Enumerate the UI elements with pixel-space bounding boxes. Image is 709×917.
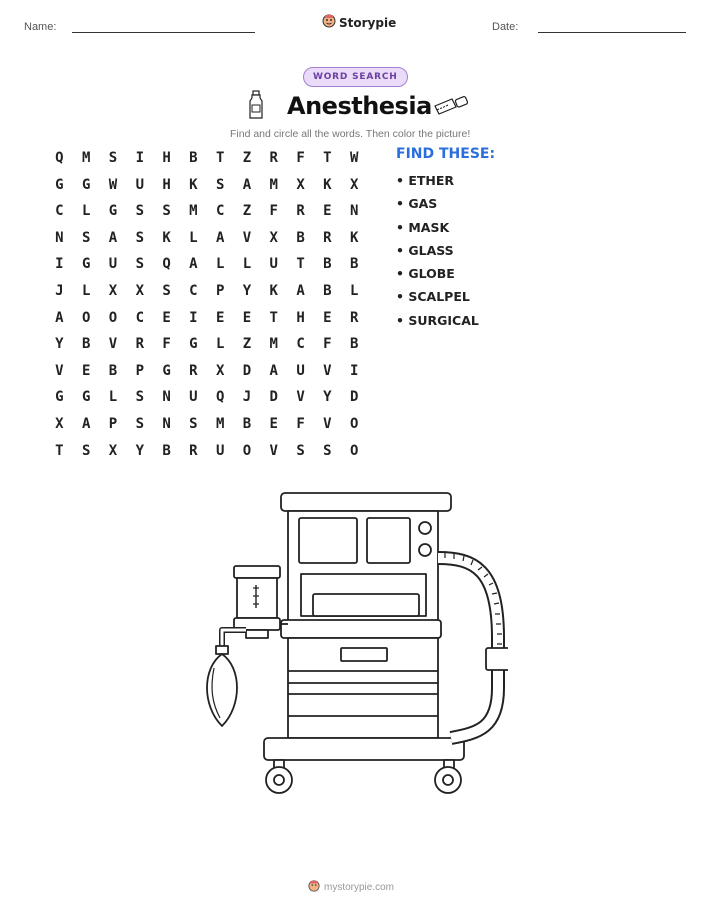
grid-letter[interactable]: A — [269, 362, 278, 379]
grid-letter[interactable]: H — [296, 309, 305, 326]
page-title: Anesthesia — [287, 92, 432, 120]
grid-letter[interactable]: S — [162, 282, 171, 299]
grid-letter[interactable]: H — [162, 150, 171, 166]
grid-letter[interactable]: W — [108, 176, 118, 193]
grid-letter[interactable]: S — [323, 442, 332, 459]
grid-letter[interactable]: B — [296, 229, 305, 246]
grid-letter[interactable]: U — [189, 389, 198, 406]
grid-row — [46, 442, 368, 469]
grid-letter[interactable]: M — [269, 176, 278, 193]
grid-letter[interactable]: S — [135, 229, 144, 246]
grid-letter[interactable]: N — [162, 389, 171, 406]
grid-letter[interactable]: U — [215, 442, 225, 459]
grid-letter[interactable]: M — [269, 336, 278, 353]
grid-letter[interactable]: C — [55, 203, 64, 220]
date-label: Date: — [492, 21, 519, 33]
grid-letter[interactable]: B — [242, 415, 252, 432]
grid-letter[interactable]: E — [242, 309, 252, 326]
grid-letter[interactable]: S — [135, 389, 144, 406]
grid-letter[interactable]: U — [108, 256, 118, 273]
grid-letter[interactable]: V — [296, 389, 305, 406]
grid-letter[interactable]: I — [55, 256, 64, 273]
word-item: • ETHER — [396, 173, 455, 188]
grid-row — [46, 388, 368, 415]
word-item: • SURGICAL — [396, 312, 479, 328]
grid-letter[interactable]: D — [269, 389, 278, 406]
grid-letter[interactable]: G — [55, 176, 64, 193]
grid-letter[interactable]: V — [269, 442, 278, 459]
grid-letter[interactable]: G — [108, 203, 118, 220]
letter-grid — [46, 149, 368, 468]
grid-letter[interactable]: K — [323, 176, 332, 193]
grid-row — [46, 176, 368, 203]
grid-letter[interactable]: F — [296, 415, 305, 432]
grid-letter[interactable]: A — [108, 229, 118, 246]
grid-letter[interactable]: B — [81, 336, 91, 353]
grid-letter[interactable]: L — [215, 256, 225, 273]
footer-url[interactable]: mystorypie.com — [324, 882, 395, 893]
grid-letter[interactable]: F — [269, 203, 278, 220]
grid-row — [46, 282, 368, 309]
grid-letter[interactable]: L — [349, 282, 359, 299]
grid-letter[interactable]: E — [162, 309, 171, 326]
anesthesia-machine-illustration — [198, 488, 508, 804]
grid-letter[interactable]: C — [189, 282, 198, 299]
grid-letter[interactable]: Q — [162, 256, 171, 273]
grid-letter[interactable]: I — [349, 362, 359, 379]
grid-letter[interactable]: K — [349, 229, 359, 246]
grid-letter[interactable]: C — [296, 336, 305, 353]
grid-letter[interactable]: O — [108, 309, 118, 326]
grid-letter[interactable]: A — [242, 176, 252, 193]
grid-letter[interactable]: X — [349, 176, 359, 193]
grid-row — [46, 255, 368, 282]
grid-letter[interactable]: B — [108, 362, 118, 379]
grid-letter[interactable]: M — [81, 150, 91, 166]
grid-letter[interactable]: L — [215, 336, 225, 353]
word-item: • MASK — [396, 219, 450, 235]
grid-letter[interactable]: G — [81, 389, 91, 406]
grid-letter[interactable]: X — [269, 229, 278, 246]
grid-letter[interactable]: K — [189, 176, 198, 193]
grid-letter[interactable]: H — [162, 176, 171, 193]
grid-row — [46, 415, 368, 442]
grid-letter[interactable]: A — [81, 415, 91, 432]
grid-letter[interactable]: E — [269, 415, 278, 432]
grid-letter[interactable]: B — [189, 150, 198, 166]
storypie-mascot-icon — [322, 14, 336, 31]
grid-letter[interactable]: B — [162, 442, 171, 459]
grid-letter[interactable]: G — [81, 256, 91, 273]
grid-letter[interactable]: N — [349, 203, 359, 220]
grid-letter[interactable]: E — [323, 203, 332, 220]
grid-letter[interactable]: T — [296, 256, 305, 273]
grid-letter[interactable]: Y — [135, 442, 144, 459]
grid-letter[interactable]: B — [323, 256, 332, 273]
grid-letter[interactable]: A — [215, 229, 225, 246]
grid-letter[interactable]: L — [108, 389, 118, 406]
grid-letter[interactable]: A — [55, 309, 64, 326]
grid-letter[interactable]: L — [189, 229, 198, 246]
bone-saw-icon — [432, 96, 470, 120]
grid-letter[interactable]: R — [323, 229, 332, 246]
grid-letter[interactable]: U — [135, 176, 144, 193]
grid-letter[interactable]: F — [296, 150, 305, 166]
grid-letter[interactable]: G — [55, 389, 64, 406]
grid-letter[interactable]: L — [81, 282, 91, 299]
grid-letter[interactable]: R — [296, 203, 305, 220]
grid-letter[interactable]: V — [242, 229, 252, 246]
grid-letter[interactable]: S — [162, 203, 171, 220]
grid-letter[interactable]: G — [81, 176, 91, 193]
grid-letter[interactable]: V — [108, 336, 118, 353]
grid-letter[interactable]: L — [81, 203, 91, 220]
grid-letter[interactable]: P — [108, 415, 118, 432]
grid-letter[interactable]: I — [135, 150, 144, 166]
brand-name: Storypie — [339, 15, 397, 30]
grid-letter[interactable]: E — [81, 362, 91, 379]
grid-letter[interactable]: S — [135, 203, 144, 220]
grid-letter[interactable]: C — [135, 309, 144, 326]
grid-letter[interactable]: E — [323, 309, 332, 326]
name-label: Name: — [24, 21, 57, 33]
grid-letter[interactable]: A — [189, 256, 198, 273]
grid-row — [46, 202, 368, 229]
grid-letter[interactable]: T — [269, 309, 278, 326]
grid-letter[interactable]: S — [81, 229, 91, 246]
find-these-heading: FIND THESE: — [396, 146, 496, 162]
medicine-vial-icon — [247, 90, 265, 124]
brand-logo — [322, 14, 396, 31]
grid-letter[interactable]: T — [215, 150, 225, 166]
grid-letter[interactable]: S — [189, 415, 198, 432]
grid-letter[interactable]: O — [349, 415, 359, 432]
grid-letter[interactable]: U — [296, 362, 305, 379]
grid-letter[interactable]: T — [323, 150, 332, 166]
word-item: • GLASS — [396, 242, 454, 258]
footer — [308, 880, 394, 895]
date-line[interactable] — [538, 32, 686, 33]
word-item: • GAS — [396, 196, 438, 212]
grid-letter[interactable]: D — [349, 389, 359, 406]
grid-letter[interactable]: M — [215, 415, 225, 432]
word-search-badge: WORD SEARCH — [303, 67, 408, 87]
grid-letter[interactable]: R — [189, 442, 198, 459]
grid-letter[interactable]: M — [189, 203, 198, 220]
grid-letter[interactable]: S — [135, 256, 144, 273]
grid-letter[interactable]: W — [349, 150, 359, 166]
grid-letter[interactable]: S — [108, 150, 118, 166]
grid-letter[interactable]: D — [242, 362, 252, 379]
grid-letter[interactable]: X — [55, 415, 64, 432]
grid-letter[interactable]: B — [323, 282, 332, 299]
grid-letter[interactable]: V — [323, 362, 332, 379]
grid-letter[interactable]: X — [108, 442, 118, 459]
grid-letter[interactable]: C — [215, 203, 225, 220]
grid-letter[interactable]: G — [189, 336, 198, 353]
grid-row — [46, 149, 368, 176]
grid-letter[interactable]: L — [242, 256, 252, 273]
grid-letter[interactable]: X — [296, 176, 305, 193]
grid-letter[interactable]: P — [135, 362, 144, 379]
grid-row — [46, 309, 368, 336]
grid-letter[interactable]: Z — [242, 336, 252, 353]
word-list — [396, 173, 479, 336]
grid-letter[interactable]: Z — [242, 150, 252, 166]
grid-letter[interactable]: X — [135, 282, 144, 299]
grid-letter[interactable]: Q — [55, 150, 64, 166]
grid-letter[interactable]: R — [349, 309, 359, 326]
grid-letter[interactable]: T — [55, 442, 64, 459]
grid-letter[interactable]: R — [135, 336, 144, 353]
grid-letter[interactable]: A — [296, 282, 305, 299]
grid-letter[interactable]: P — [215, 282, 225, 299]
word-item: • SCALPEL — [396, 289, 470, 305]
grid-letter[interactable]: G — [162, 362, 171, 379]
grid-letter[interactable]: I — [189, 309, 198, 326]
grid-row — [46, 362, 368, 389]
grid-letter[interactable]: F — [162, 336, 171, 353]
grid-letter[interactable]: J — [55, 282, 64, 299]
grid-letter[interactable]: Y — [55, 336, 64, 353]
grid-letter[interactable]: Q — [215, 389, 225, 406]
word-item: • GLOBE — [396, 266, 455, 282]
grid-letter[interactable]: N — [55, 229, 64, 246]
grid-letter[interactable]: F — [323, 336, 332, 353]
grid-row — [46, 335, 368, 362]
grid-letter[interactable]: X — [215, 362, 225, 379]
grid-letter[interactable]: O — [242, 442, 252, 459]
grid-letter[interactable]: Y — [323, 389, 332, 406]
grid-letter[interactable]: J — [242, 389, 252, 406]
grid-letter[interactable]: S — [81, 442, 91, 459]
grid-letter[interactable]: Z — [242, 203, 252, 220]
grid-letter[interactable]: S — [215, 176, 225, 193]
name-line[interactable] — [72, 32, 255, 33]
grid-letter[interactable]: R — [189, 362, 198, 379]
storypie-mascot-icon — [308, 880, 320, 895]
grid-letter[interactable]: X — [108, 282, 118, 299]
grid-letter[interactable]: E — [215, 309, 225, 326]
grid-letter[interactable]: S — [135, 415, 144, 432]
grid-letter[interactable]: K — [162, 229, 171, 246]
grid-letter[interactable]: K — [269, 282, 278, 299]
instructions: Find and circle all the words. Then color the picture! — [230, 128, 471, 140]
grid-letter[interactable]: S — [296, 442, 305, 459]
grid-letter[interactable]: Y — [242, 282, 252, 299]
grid-row — [46, 229, 368, 256]
grid-letter[interactable]: B — [349, 256, 359, 273]
grid-letter[interactable]: O — [81, 309, 91, 326]
grid-letter[interactable]: U — [269, 256, 278, 273]
grid-letter[interactable]: B — [349, 336, 359, 353]
grid-letter[interactable]: O — [349, 442, 359, 459]
grid-letter[interactable]: V — [323, 415, 332, 432]
grid-letter[interactable]: N — [162, 415, 171, 432]
grid-letter[interactable]: V — [55, 362, 64, 379]
grid-letter[interactable]: R — [269, 150, 278, 166]
